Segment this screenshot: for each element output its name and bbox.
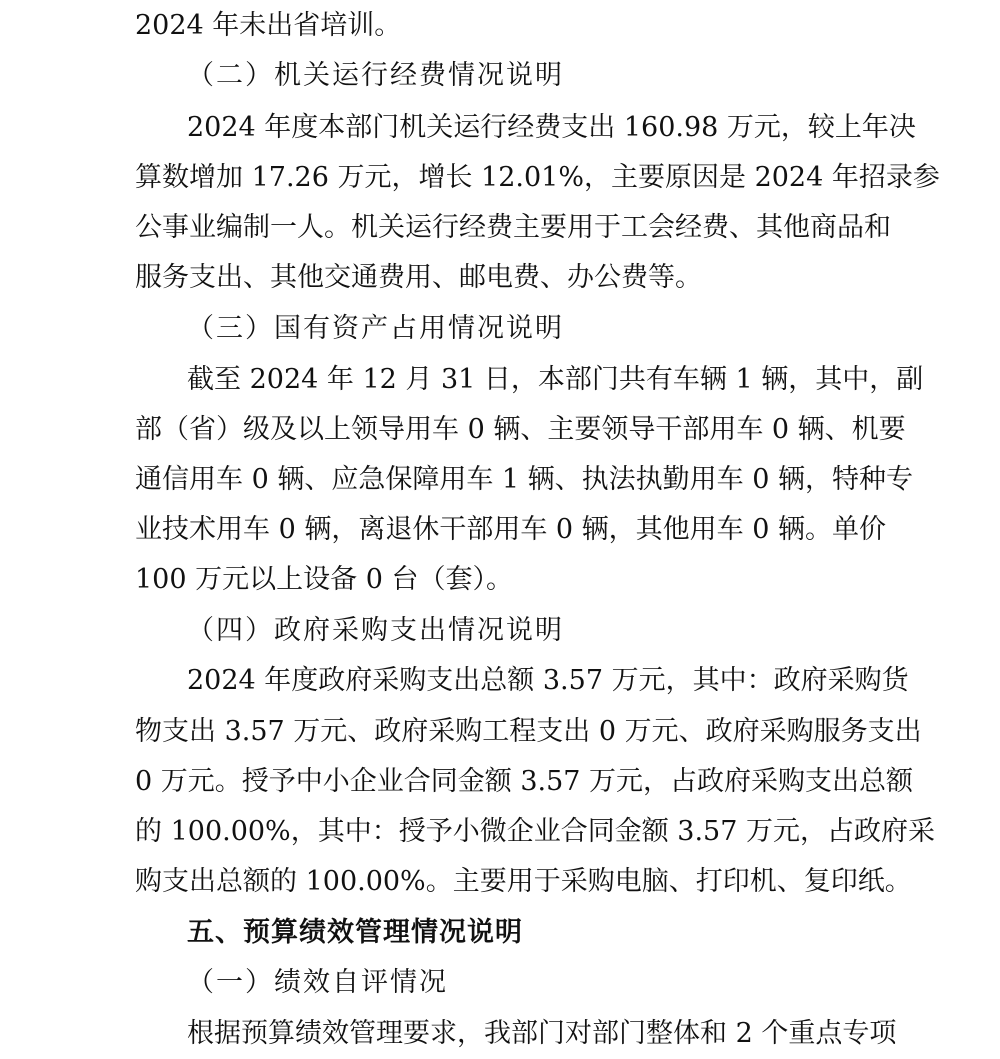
- text-line: 的 100.00%，其中：授予小微企业合同金额 3.57 万元，占政府采: [135, 816, 935, 847]
- subsection-heading-admin-expenses: （二）机关运行经费情况说明: [187, 60, 564, 91]
- text-line: 2024 年度本部门机关运行经费支出 160.98 万元，较上年决: [187, 112, 916, 143]
- text-line: 截至 2024 年 12 月 31 日，本部门共有车辆 1 辆，其中，副: [187, 364, 924, 395]
- subsection-heading-procurement: （四）政府采购支出情况说明: [187, 615, 564, 646]
- section-heading-performance: 五、预算绩效管理情况说明: [187, 917, 523, 948]
- text-line: 部（省）级及以上领导用车 0 辆、主要领导干部用车 0 辆、机要: [135, 414, 906, 445]
- text-line: 业技术用车 0 辆，离退休干部用车 0 辆，其他用车 0 辆。单价: [135, 514, 887, 545]
- text-line: 根据预算绩效管理要求，我部门对部门整体和 2 个重点专项: [187, 1018, 897, 1049]
- subsection-heading-state-assets: （三）国有资产占用情况说明: [187, 313, 564, 344]
- text-line: 算数增加 17.26 万元，增长 12.01%，主要原因是 2024 年招录参: [135, 162, 940, 193]
- text-line: 物支出 3.57 万元、政府采购工程支出 0 万元、政府采购服务支出: [135, 716, 922, 747]
- text-line: 0 万元。授予中小企业合同金额 3.57 万元，占政府采购支出总额: [135, 766, 914, 797]
- text-line: 2024 年度政府采购支出总额 3.57 万元，其中：政府采购货: [187, 665, 909, 696]
- text-line: 2024 年未出省培训。: [135, 10, 402, 41]
- text-line: 公事业编制一人。机关运行经费主要用于工会经费、其他商品和: [135, 212, 891, 243]
- text-line: 购支出总额的 100.00%。主要用于采购电脑、打印机、复印纸。: [135, 866, 912, 897]
- text-line: 100 万元以上设备 0 台（套）。: [135, 564, 513, 595]
- subsection-heading-self-evaluation: （一）绩效自评情况: [187, 967, 448, 998]
- text-line: 服务支出、其他交通费用、邮电费、办公费等。: [135, 262, 702, 293]
- text-line: 通信用车 0 辆、应急保障用车 1 辆、执法执勤用车 0 辆，特种专: [135, 464, 914, 495]
